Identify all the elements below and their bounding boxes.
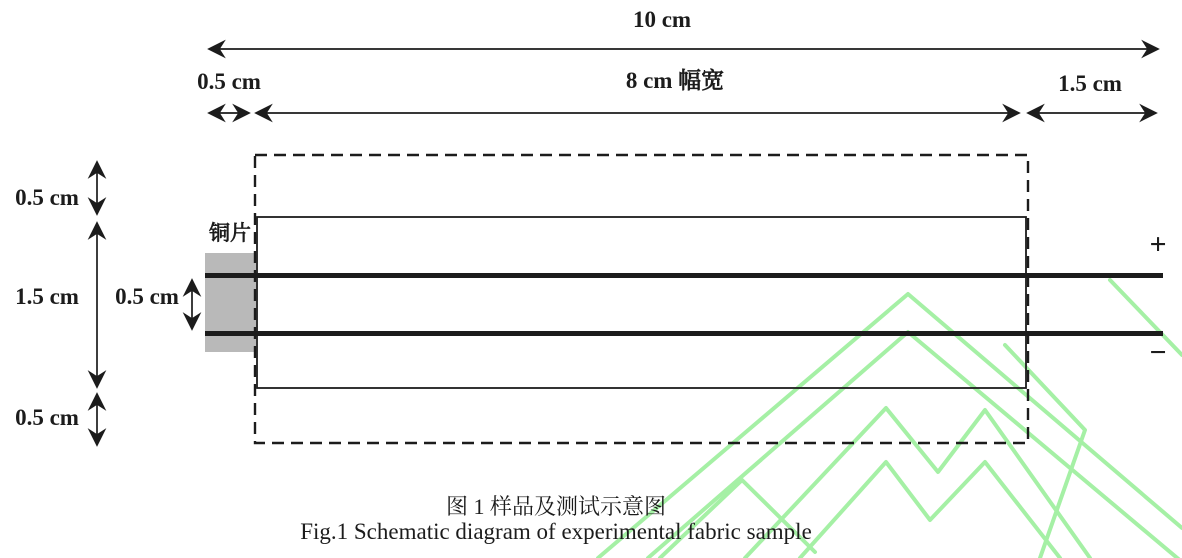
positive-terminal-label: +	[1149, 228, 1167, 261]
dim-label-electrode-gap: 0.5 cm	[115, 284, 179, 309]
dim-label-left-offset: 0.5 cm	[197, 69, 261, 94]
linework-group	[97, 49, 1163, 445]
dim-label-right-offset: 1.5 cm	[1058, 71, 1122, 96]
solid-fabric-outline	[257, 217, 1026, 388]
figure-caption-english: Fig.1 Schematic diagram of experimental fabric sample	[300, 519, 812, 544]
copper-sheet-label: 铜片	[209, 221, 251, 245]
figure-caption-chinese: 图 1 样品及测试示意图	[445, 494, 666, 519]
dim-label-top-margin: 0.5 cm	[15, 185, 79, 210]
dim-label-bottom-margin: 0.5 cm	[15, 405, 79, 430]
dim-label-total-width: 10 cm	[632, 7, 692, 32]
watermark-right-stroke	[1005, 345, 1085, 558]
dim-label-fabric-width: 8 cm 幅宽	[625, 68, 725, 93]
copper-sheet-pad	[205, 253, 256, 352]
negative-terminal-label: −	[1149, 336, 1167, 369]
dim-label-middle-height: 1.5 cm	[15, 284, 79, 309]
